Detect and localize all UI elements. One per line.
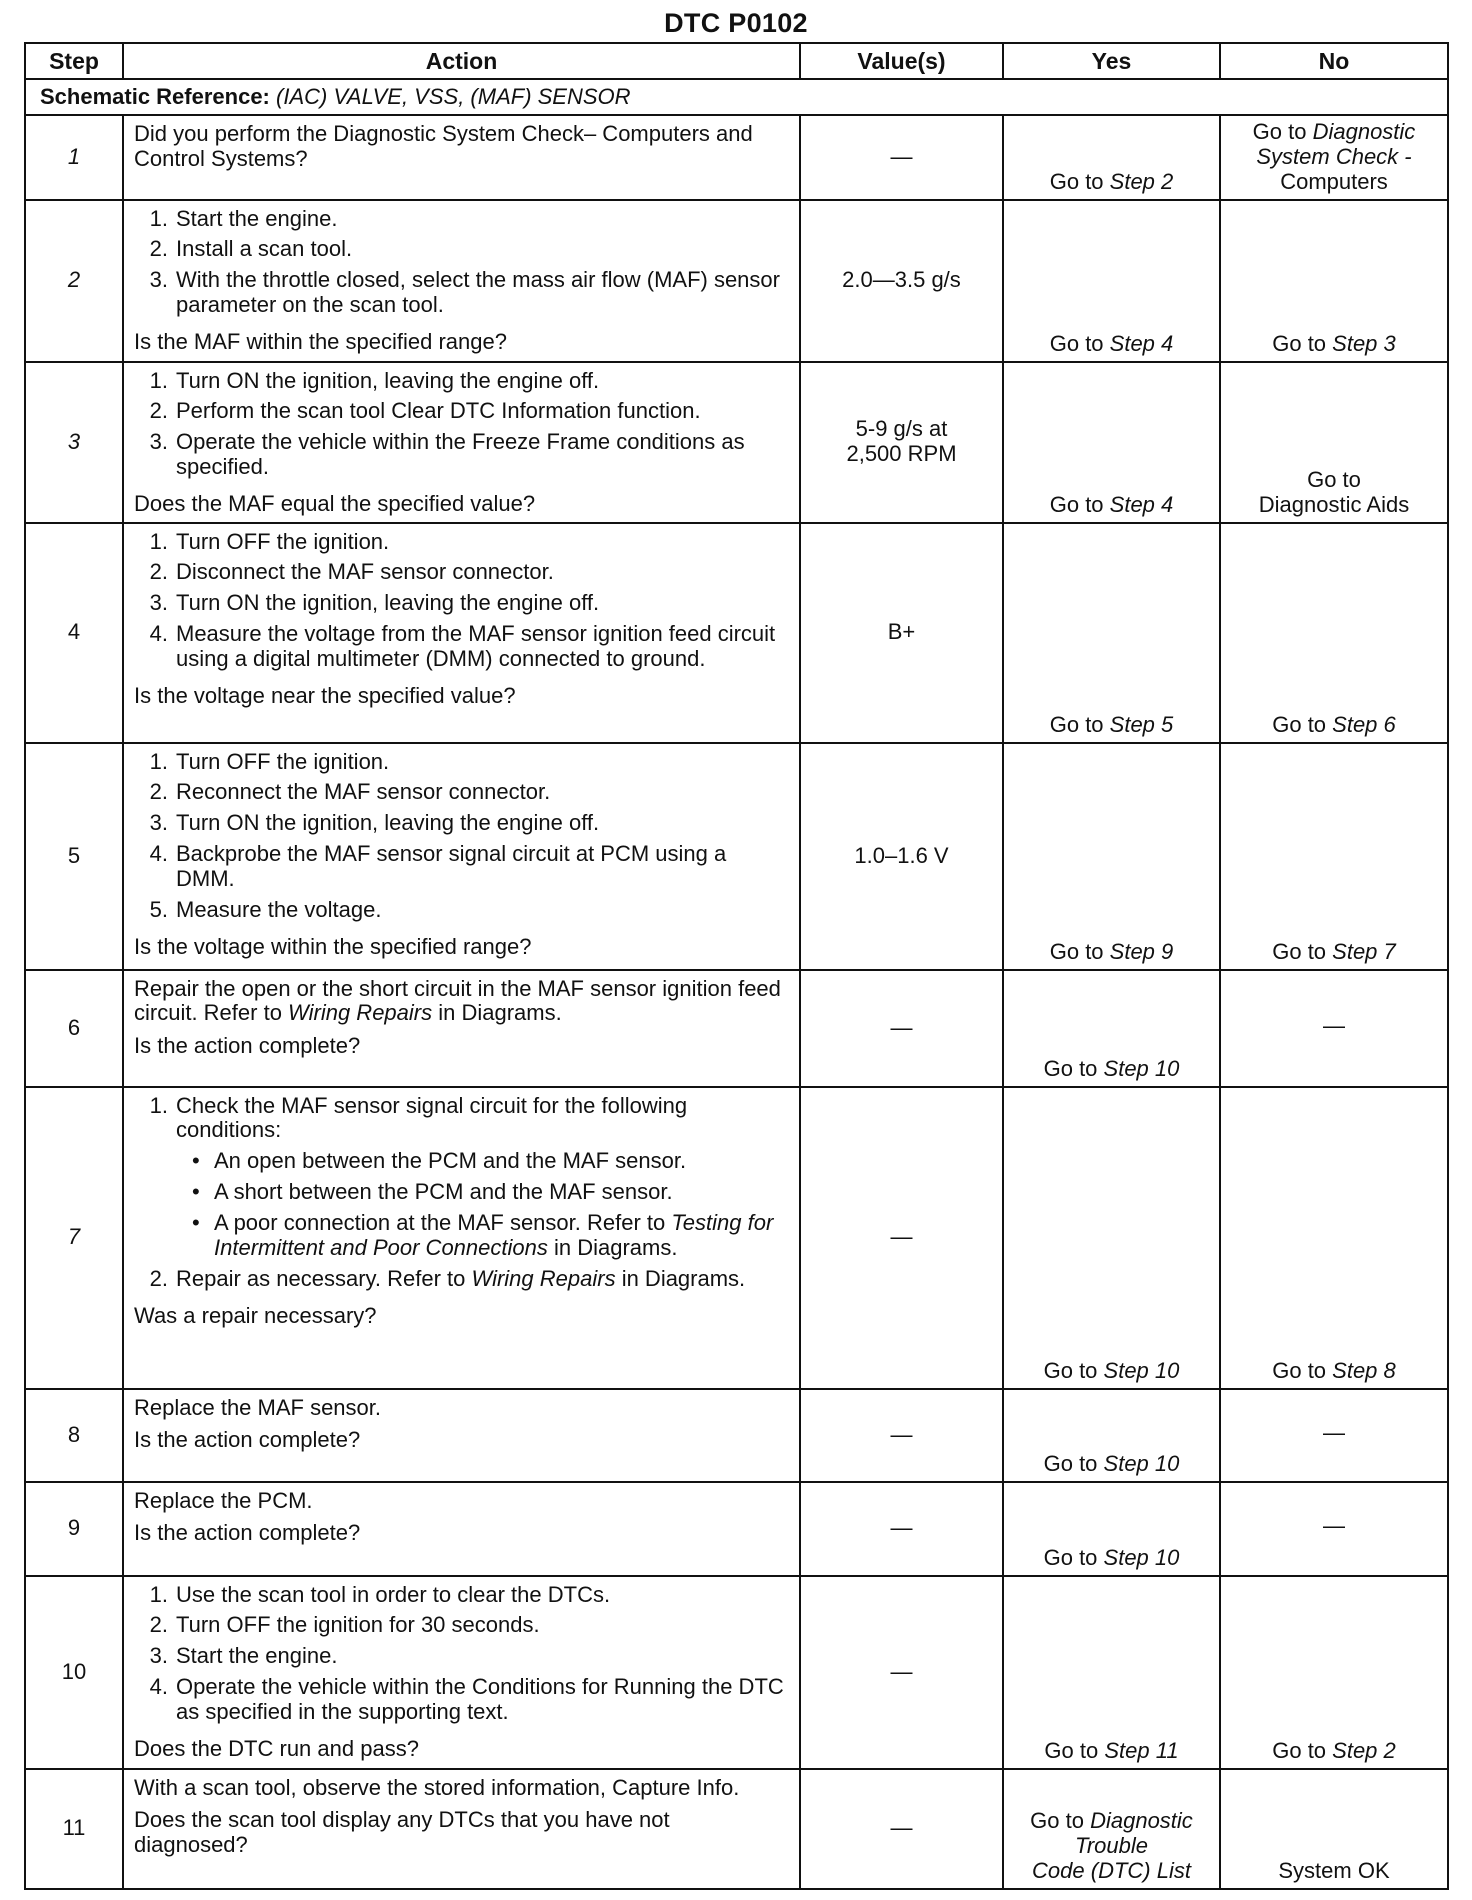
no-cell bbox=[1220, 1087, 1448, 1389]
no-step-ref: Step 8 bbox=[1332, 1357, 1396, 1383]
action-question: Does the scan tool display any DTCs that you have not diagnosed? bbox=[134, 1807, 670, 1858]
value-line: 5-9 g/s at bbox=[855, 416, 948, 442]
table-row bbox=[25, 970, 1448, 1087]
step-number: 11 bbox=[25, 1769, 123, 1889]
item-reference: Wiring Repairs bbox=[471, 1265, 616, 1291]
table-row bbox=[25, 743, 1448, 970]
yes-step-ref: Step 10 bbox=[1103, 1357, 1180, 1383]
yes-prefix: Go to bbox=[1049, 491, 1110, 517]
yes-prefix: Go to bbox=[1049, 711, 1110, 737]
table-row bbox=[25, 115, 1448, 200]
step-number: 3 bbox=[25, 362, 123, 523]
action-item: Start the engine. bbox=[176, 205, 338, 231]
no-step-ref: Step 7 bbox=[1332, 938, 1396, 964]
action-text: Did you perform the Diagnostic System Check– Computers and Control Systems? bbox=[134, 121, 753, 171]
yes-ref-line3: Code (DTC) List bbox=[1032, 1857, 1191, 1883]
yes-ref-line2: Trouble bbox=[1075, 1832, 1148, 1858]
yes-step-ref: Step 4 bbox=[1109, 330, 1174, 356]
action-question: Is the voltage within the specified range? bbox=[134, 933, 532, 959]
no-cell: — bbox=[1220, 1482, 1448, 1576]
schematic-reference-row bbox=[25, 79, 1448, 115]
action-item: Turn ON the ignition, leaving the engine off. bbox=[176, 367, 600, 393]
table-row bbox=[25, 1769, 1448, 1889]
action-cell bbox=[123, 115, 800, 200]
no-cell bbox=[1220, 200, 1448, 362]
action-bullet: A short between the PCM and the MAF sensor. bbox=[214, 1179, 673, 1205]
no-step-ref: Step 3 bbox=[1332, 330, 1396, 356]
action-text bbox=[134, 977, 789, 1027]
yes-prefix: Go to bbox=[1043, 1357, 1104, 1383]
no-ref-line2: System Check - bbox=[1256, 143, 1412, 169]
action-item: With the throttle closed, select the mass air flow (MAF) sensor parameter on the scan tool. bbox=[176, 267, 780, 318]
action-item: Install a scan tool. bbox=[176, 236, 353, 262]
action-cell: 1. Start the engine. 2. Install a scan tool. 3. With the throttle closed, select the mass air flow (MAF) sensor parameter on the scan tool. Is the MAF within the specified range? bbox=[123, 200, 800, 362]
value-cell: — bbox=[800, 1769, 1003, 1889]
action-cell bbox=[123, 1769, 800, 1889]
action-text: With a scan tool, observe the stored information, Capture Info. bbox=[134, 1774, 740, 1800]
step-number: 1 bbox=[25, 115, 123, 200]
yes-prefix: Go to bbox=[1043, 1544, 1104, 1570]
step-number: 9 bbox=[25, 1482, 123, 1576]
no-cell: — bbox=[1220, 1389, 1448, 1482]
table-row bbox=[25, 362, 1448, 523]
action-text-part: Repair the open or the short circuit in the MAF sensor ignition feed circuit. Refer to bbox=[134, 975, 781, 1026]
action-cell bbox=[123, 970, 800, 1087]
action-item: Measure the voltage. bbox=[176, 896, 382, 922]
action-question: Is the MAF within the specified range? bbox=[134, 329, 507, 355]
step-number: 8 bbox=[25, 1389, 123, 1482]
yes-cell bbox=[1003, 362, 1220, 523]
table-row bbox=[25, 1389, 1448, 1482]
yes-prefix: Go to bbox=[1043, 1450, 1104, 1476]
no-cell bbox=[1220, 523, 1448, 743]
schematic-value: (IAC) VALVE, VSS, (MAF) SENSOR bbox=[276, 83, 631, 109]
action-cell: 1. Check the MAF sensor signal circuit for the following conditions: • An open between the PCM and the MAF sensor. • A short between the PCM and the MAF sensor. • A poor connection at the MAF sensor. Refer to Testing for Intermittent and Poor Connections in Diagrams. 2. Repair as necessary. Refer to Wiring Repairs in Diagrams. Was a repair necessary? bbox=[123, 1087, 800, 1389]
step-number: 6 bbox=[25, 970, 123, 1087]
yes-step-ref: Step 11 bbox=[1104, 1737, 1179, 1763]
step-number: 4 bbox=[25, 523, 123, 743]
yes-step-ref: Step 9 bbox=[1109, 938, 1174, 964]
action-cell: 1. Turn OFF the ignition. 2. Disconnect the MAF sensor connector. 3. Turn ON the ignition, leaving the engine off. 4. Measure the voltage from the MAF sensor ignition feed circuit using a digital multimeter (DMM) connected to ground. Is the voltage near the specified value? bbox=[123, 523, 800, 743]
yes-ref: Diagnostic bbox=[1090, 1808, 1193, 1833]
yes-prefix: Go to bbox=[1030, 1808, 1091, 1833]
value-cell: — bbox=[800, 970, 1003, 1087]
header-no: No bbox=[1220, 43, 1448, 79]
yes-cell bbox=[1003, 523, 1220, 743]
yes-prefix: Go to bbox=[1049, 330, 1110, 356]
schematic-label: Schematic Reference: bbox=[40, 83, 270, 109]
action-item: Turn OFF the ignition. bbox=[176, 528, 390, 554]
action-cell: 1. Use the scan tool in order to clear the DTCs. 2. Turn OFF the ignition for 30 seconds. 3. Start the engine. 4. Operate the vehicle within the Conditions for Running the DTC as specified in the supporting text. Does the DTC run and pass? bbox=[123, 1576, 800, 1769]
value-cell: — bbox=[800, 1087, 1003, 1389]
no-prefix: Go to bbox=[1252, 119, 1313, 144]
action-question: Is the action complete? bbox=[134, 1427, 361, 1453]
table-row bbox=[25, 1576, 1448, 1769]
step-number: 5 bbox=[25, 743, 123, 970]
action-question: Does the MAF equal the specified value? bbox=[134, 491, 536, 517]
table-row bbox=[25, 200, 1448, 362]
yes-step-ref: Step 4 bbox=[1109, 491, 1174, 517]
action-bullet bbox=[214, 1211, 789, 1261]
item-text-part: Repair as necessary. Refer to bbox=[176, 1265, 472, 1291]
value-line: 2,500 RPM bbox=[846, 441, 957, 467]
action-item bbox=[176, 1267, 789, 1292]
no-ref-line3: Computers bbox=[1280, 168, 1388, 194]
yes-cell bbox=[1003, 115, 1220, 200]
no-prefix: Go to bbox=[1272, 938, 1333, 964]
no-prefix: Go to bbox=[1272, 1737, 1333, 1763]
action-item: Disconnect the MAF sensor connector. bbox=[176, 559, 554, 585]
bullet-text-part: in Diagrams. bbox=[547, 1234, 678, 1260]
value-cell: — bbox=[800, 1576, 1003, 1769]
action-text-part: in Diagrams. bbox=[432, 1000, 562, 1026]
yes-cell bbox=[1003, 1576, 1220, 1769]
action-cell bbox=[123, 1389, 800, 1482]
header-step: Step bbox=[25, 43, 123, 79]
header-action: Action bbox=[123, 43, 800, 79]
action-text: Replace the PCM. bbox=[134, 1487, 313, 1513]
yes-cell bbox=[1003, 1482, 1220, 1576]
value-cell: — bbox=[800, 1389, 1003, 1482]
schematic-reference bbox=[25, 79, 1448, 115]
action-cell: 1. Turn ON the ignition, leaving the engine off. 2. Perform the scan tool Clear DTC Information function. 3. Operate the vehicle within the Freeze Frame conditions as specified. Does the MAF equal the specified value? bbox=[123, 362, 800, 523]
action-question: Is the voltage near the specified value? bbox=[134, 682, 516, 708]
yes-prefix: Go to bbox=[1049, 938, 1110, 964]
yes-prefix: Go to bbox=[1044, 1737, 1105, 1763]
diagnostic-table bbox=[24, 42, 1449, 1890]
action-question: Was a repair necessary? bbox=[134, 1302, 377, 1328]
table-row bbox=[25, 523, 1448, 743]
value-cell: B+ bbox=[800, 523, 1003, 743]
no-line: Diagnostic Aids bbox=[1258, 491, 1410, 517]
action-cell: 1. Turn OFF the ignition. 2. Reconnect the MAF sensor connector. 3. Turn ON the ignition, leaving the engine off. 4. Backprobe the MAF sensor signal circuit at PCM using a DMM. 5. Measure the voltage. Is the voltage within the specified range? bbox=[123, 743, 800, 970]
action-question: Is the action complete? bbox=[134, 1033, 361, 1059]
yes-step-ref: Step 2 bbox=[1109, 168, 1174, 194]
action-item: Use the scan tool in order to clear the DTCs. bbox=[176, 1581, 611, 1607]
no-prefix: Go to bbox=[1272, 330, 1333, 356]
no-cell bbox=[1220, 743, 1448, 970]
value-cell: — bbox=[800, 115, 1003, 200]
action-item: Turn ON the ignition, leaving the engine off. bbox=[176, 590, 600, 616]
bullet-text-part: A poor connection at the MAF sensor. Refer to bbox=[214, 1210, 672, 1236]
action-item: Start the engine. bbox=[176, 1643, 338, 1669]
yes-cell bbox=[1003, 200, 1220, 362]
no-cell bbox=[1220, 115, 1448, 200]
action-bullet: An open between the PCM and the MAF sensor. bbox=[214, 1148, 687, 1174]
action-text: Replace the MAF sensor. bbox=[134, 1394, 382, 1420]
no-ref: Diagnostic bbox=[1312, 119, 1416, 144]
value-cell: 1.0–1.6 V bbox=[800, 743, 1003, 970]
action-item: Operate the vehicle within the Conditions for Running the DTC as specified in the supporting text. bbox=[176, 1674, 784, 1725]
action-item: Turn ON the ignition, leaving the engine off. bbox=[176, 810, 600, 836]
action-question: Does the DTC run and pass? bbox=[134, 1735, 419, 1761]
header-row bbox=[25, 43, 1448, 79]
action-item: Turn OFF the ignition for 30 seconds. bbox=[176, 1612, 540, 1638]
header-values: Value(s) bbox=[800, 43, 1003, 79]
yes-prefix: Go to bbox=[1049, 168, 1110, 194]
action-item: Perform the scan tool Clear DTC Information function. bbox=[176, 398, 701, 424]
action-item: Backprobe the MAF sensor signal circuit at PCM using a DMM. bbox=[176, 841, 727, 892]
no-prefix: Go to bbox=[1272, 711, 1333, 737]
yes-cell bbox=[1003, 970, 1220, 1087]
yes-cell bbox=[1003, 1389, 1220, 1482]
step-number: 7 bbox=[25, 1087, 123, 1389]
step-number: 2 bbox=[25, 200, 123, 362]
no-cell: — bbox=[1220, 970, 1448, 1087]
action-item: Reconnect the MAF sensor connector. bbox=[176, 779, 551, 805]
action-reference: Wiring Repairs bbox=[288, 1000, 433, 1026]
bullet-reference: Testing for Intermittent and Poor Connections bbox=[214, 1210, 774, 1260]
yes-step-ref: Step 10 bbox=[1103, 1450, 1180, 1476]
action-item: Check the MAF sensor signal circuit for the following conditions: bbox=[176, 1092, 688, 1143]
action-item: Operate the vehicle within the Freeze Frame conditions as specified. bbox=[176, 429, 745, 480]
table-row bbox=[25, 1482, 1448, 1576]
no-cell bbox=[1220, 1576, 1448, 1769]
yes-step-ref: Step 10 bbox=[1103, 1544, 1180, 1570]
yes-cell bbox=[1003, 1769, 1220, 1889]
no-cell bbox=[1220, 362, 1448, 523]
no-step-ref: Step 6 bbox=[1332, 711, 1396, 737]
yes-step-ref: Step 10 bbox=[1103, 1055, 1180, 1081]
no-step-ref: Step 2 bbox=[1332, 1737, 1396, 1763]
value-cell bbox=[800, 362, 1003, 523]
item-text-part: in Diagrams. bbox=[615, 1265, 746, 1291]
yes-cell bbox=[1003, 1087, 1220, 1389]
yes-prefix: Go to bbox=[1043, 1055, 1104, 1081]
value-cell: — bbox=[800, 1482, 1003, 1576]
value-cell: 2.0—3.5 g/s bbox=[800, 200, 1003, 362]
no-line: Go to bbox=[1307, 466, 1361, 492]
no-cell: System OK bbox=[1220, 1769, 1448, 1889]
no-prefix: Go to bbox=[1272, 1357, 1333, 1383]
action-item: Turn OFF the ignition. bbox=[176, 748, 390, 774]
action-question: Is the action complete? bbox=[134, 1520, 361, 1546]
yes-step-ref: Step 5 bbox=[1109, 711, 1174, 737]
step-number: 10 bbox=[25, 1576, 123, 1769]
header-yes: Yes bbox=[1003, 43, 1220, 79]
table-row bbox=[25, 1087, 1448, 1389]
action-cell bbox=[123, 1482, 800, 1576]
page-title: DTC P0102 bbox=[664, 8, 808, 38]
action-item: Measure the voltage from the MAF sensor ignition feed circuit using a digital multimeter (DMM) connected to ground. bbox=[176, 621, 776, 672]
yes-cell bbox=[1003, 743, 1220, 970]
